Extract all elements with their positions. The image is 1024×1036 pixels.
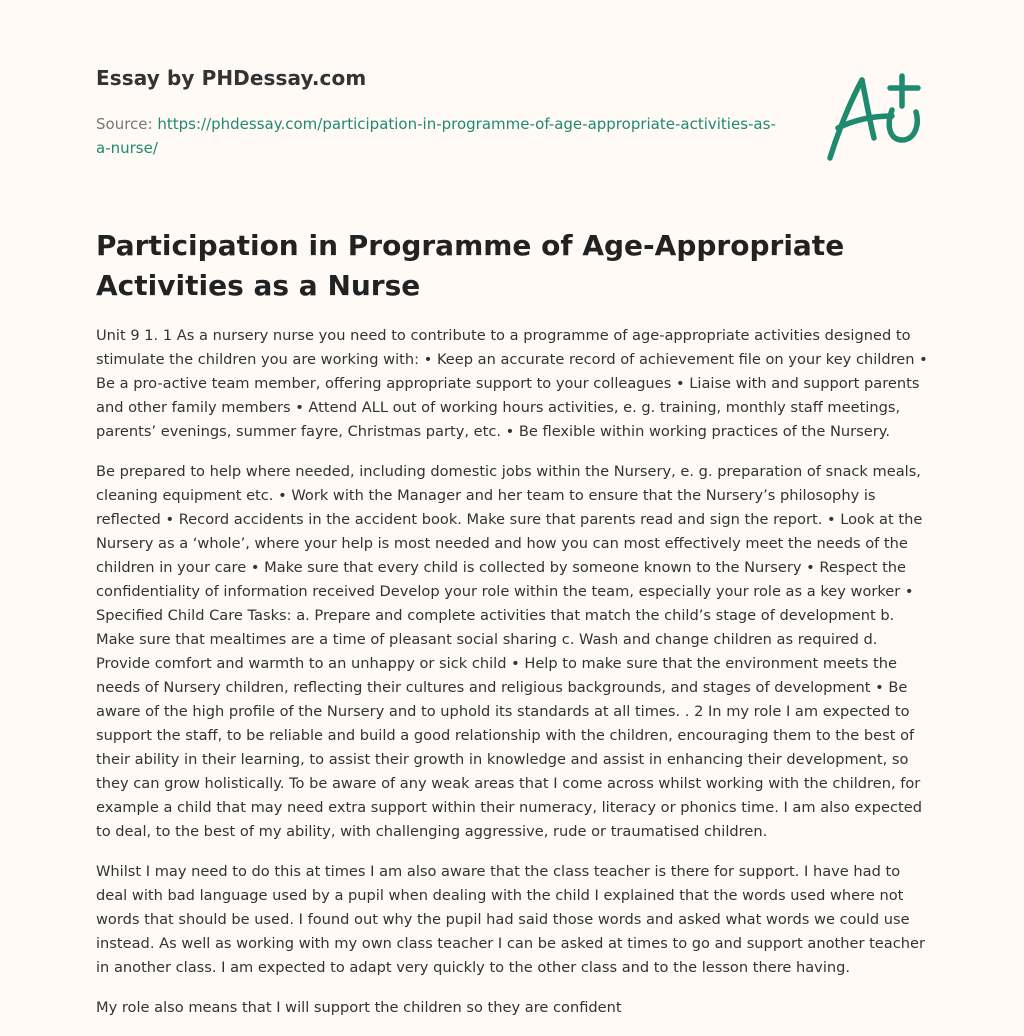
a-plus-grade-icon — [820, 66, 932, 170]
essay-paragraph: Whilst I may need to do this at times I am also aware that the class teacher is there for support. I have had to deal with bad language used by a pupil when dealing with the child I explained that the words used where not words that should be used. I found out why the pupil had said those words and asked what words we could use instead. As well as working with my own class teacher I can be asked at times to go and support another teacher in another class. I am expected to adapt very quickly to the other class and to the lesson there having. — [96, 863, 925, 976]
source-line — [96, 112, 776, 160]
essay-title: Participation in Programme of Age-Appropriate Activities as a Nurse — [96, 229, 845, 302]
essay-paragraph: Be prepared to help where needed, including domestic jobs within the Nursery, e. g. preparation of snack meals, cleaning equipment etc. • Work with the Manager and her team to ensure that the Nursery’s philosophy is reflected • Record accidents in the accident book. Make sure that parents read and sign the report. • Look at the Nursery as a ‘whole’, where your help is most needed and how you can most effectively meet the needs of the children in your care • Make sure that every child is collected by someone known to the Nursery • Respect the confidentiality of information received Develop your role within the team, especially your role as a key worker • Specified Child Care Tasks: a. Prepare and complete activities that match the child’s stage of development b. Make sure that mealtimes are a time of pleasant social sharing c. Wash and change children as required d. Provide comfort and warmth to an unhappy or sick child • Help to make sure that the environment meets the needs of Nursery children, reflecting their cultures and religious backgrounds, and stages of development • Be aware of the high profile of the Nursery and to uphold its standards at all times. . 2 In my role I am expected to support the staff, to be reliable and build a good relationship with the children, encouraging them to the best of their ability in their learning, to assist their growth in knowledge and assist in enhancing their development, so they can grow holistically. To be aware of any weak areas that I come across whilst working with the children, for example a child that may need extra support within their numeracy, literacy or phonics time. I am also expected to deal, to the best of my ability, with challenging aggressive, rude or traumatised children. — [96, 463, 923, 840]
essay-body — [96, 324, 928, 1036]
source-link[interactable]: https://phdessay.com/participation-in-programme-of-age-appropriate-activities-as-a-nurse/ — [96, 115, 776, 157]
essay-paragraph: Unit 9 1. 1 As a nursery nurse you need to contribute to a programme of age-appropriate activities designed to stimulate the children you are working with: • Keep an accurate record of achievement file on your key children • Be a pro-active team member, offering appropriate support to your colleagues • Liaise with and support parents and other family members • Attend ALL out of working hours activities, e. g. training, monthly staff meetings, parents’ evenings, summer fayre, Christmas party, etc. • Be flexible within working practices of the Nursery. — [96, 327, 928, 440]
source-label: Source: — [96, 115, 153, 133]
site-title: Essay by PHDessay.com — [96, 66, 367, 90]
essay-paragraph: My role also means that I will support the children so they are confident — [96, 999, 622, 1016]
